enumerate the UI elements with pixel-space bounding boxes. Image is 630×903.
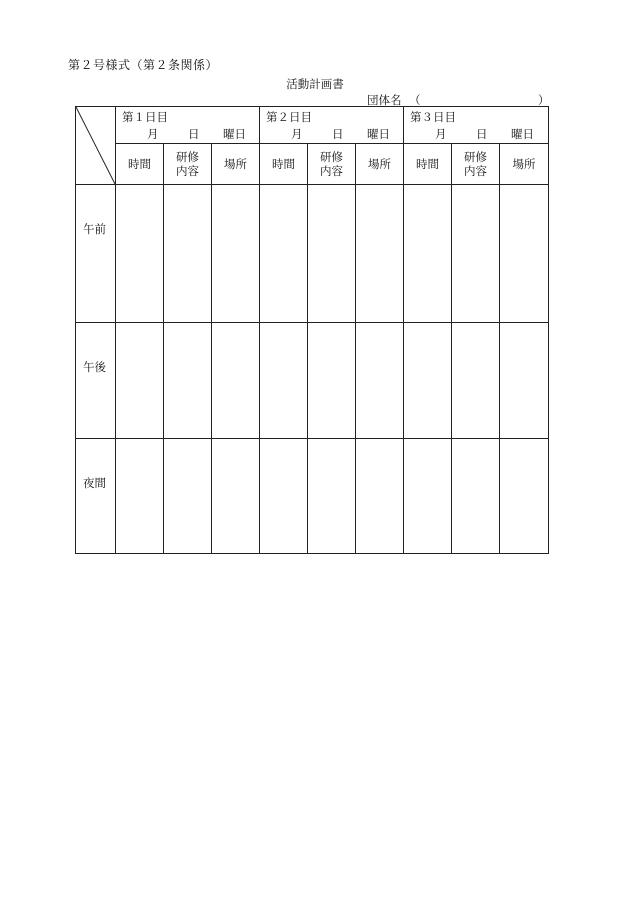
entry-cell[interactable]: [452, 185, 500, 323]
row-label-morning: [76, 185, 116, 323]
afternoon-label: 午後: [83, 360, 106, 374]
entry-cell[interactable]: [212, 323, 260, 439]
day-3-month: 月: [435, 127, 447, 141]
day-3-day: 日: [476, 127, 488, 141]
entry-cell[interactable]: [404, 439, 452, 554]
day-2-content-header: [308, 144, 356, 185]
day-1-month: 月: [147, 127, 159, 141]
content-header-line1: 研修: [320, 150, 344, 164]
afternoon-row: [76, 323, 549, 439]
content-header-line2: 内容: [176, 164, 199, 178]
day-3-date: [404, 126, 548, 140]
entry-cell[interactable]: [308, 323, 356, 439]
entry-cell[interactable]: [212, 439, 260, 554]
day-3-time-header: 時間: [404, 144, 452, 185]
day-1-content-header: [164, 144, 212, 185]
day-2-place-header: 場所: [356, 144, 404, 185]
entry-cell[interactable]: [164, 185, 212, 323]
form-number: 第２号様式（第２条関係）: [68, 58, 219, 72]
activity-plan-table: [75, 106, 549, 554]
document-title: 活動計画書: [286, 77, 344, 91]
diagonal-line: [76, 107, 115, 184]
entry-cell[interactable]: [500, 323, 549, 439]
day-2-month: 月: [291, 127, 303, 141]
content-header-line2: 内容: [320, 164, 344, 178]
day-2-day: 日: [332, 127, 344, 141]
organization-label: 団体名: [367, 93, 402, 107]
day-2-time-header: 時間: [260, 144, 308, 185]
night-label: 夜間: [83, 476, 106, 490]
day-3-weekday: 曜日: [511, 127, 535, 141]
day-1-weekday: 曜日: [223, 127, 246, 141]
content-header-line1: 研修: [464, 150, 488, 164]
day-1-day: 日: [188, 127, 200, 141]
entry-cell[interactable]: [116, 323, 164, 439]
entry-cell[interactable]: [212, 185, 260, 323]
entry-cell[interactable]: [404, 323, 452, 439]
day-2-label: 第２日目: [266, 110, 313, 124]
day-1-header: [116, 107, 260, 144]
day-1-label: 第１日目: [122, 110, 168, 124]
content-header-line1: 研修: [176, 150, 199, 164]
day-3-header: [404, 107, 549, 144]
day-1-place-header: 場所: [212, 144, 260, 185]
entry-cell[interactable]: [260, 185, 308, 323]
entry-cell[interactable]: [500, 439, 549, 554]
entry-cell[interactable]: [164, 439, 212, 554]
row-label-afternoon: [76, 323, 116, 439]
entry-cell[interactable]: [260, 439, 308, 554]
day-1-time-header: 時間: [116, 144, 164, 185]
day-1-date: [116, 126, 259, 140]
entry-cell[interactable]: [116, 439, 164, 554]
entry-cell[interactable]: [452, 439, 500, 554]
entry-cell[interactable]: [356, 439, 404, 554]
night-row: [76, 439, 549, 554]
day-2-weekday: 曜日: [367, 127, 391, 141]
entry-cell[interactable]: [356, 185, 404, 323]
entry-cell[interactable]: [452, 323, 500, 439]
entry-cell[interactable]: [164, 323, 212, 439]
organization-paren-close: ）: [538, 93, 550, 107]
content-header-line2: 内容: [464, 164, 488, 178]
entry-cell[interactable]: [116, 185, 164, 323]
entry-cell[interactable]: [404, 185, 452, 323]
day-2-date: [260, 126, 403, 140]
morning-label: 午前: [83, 222, 106, 236]
entry-cell[interactable]: [356, 323, 404, 439]
corner-cell: [76, 107, 116, 185]
day-3-content-header: [452, 144, 500, 185]
entry-cell[interactable]: [308, 185, 356, 323]
day-3-label: 第３日目: [410, 110, 457, 124]
entry-cell[interactable]: [260, 323, 308, 439]
morning-row: [76, 185, 549, 323]
organization-paren-open: （: [409, 93, 421, 107]
entry-cell[interactable]: [500, 185, 549, 323]
row-label-night: [76, 439, 116, 554]
day-2-header: [260, 107, 404, 144]
entry-cell[interactable]: [308, 439, 356, 554]
day-3-place-header: 場所: [500, 144, 549, 185]
